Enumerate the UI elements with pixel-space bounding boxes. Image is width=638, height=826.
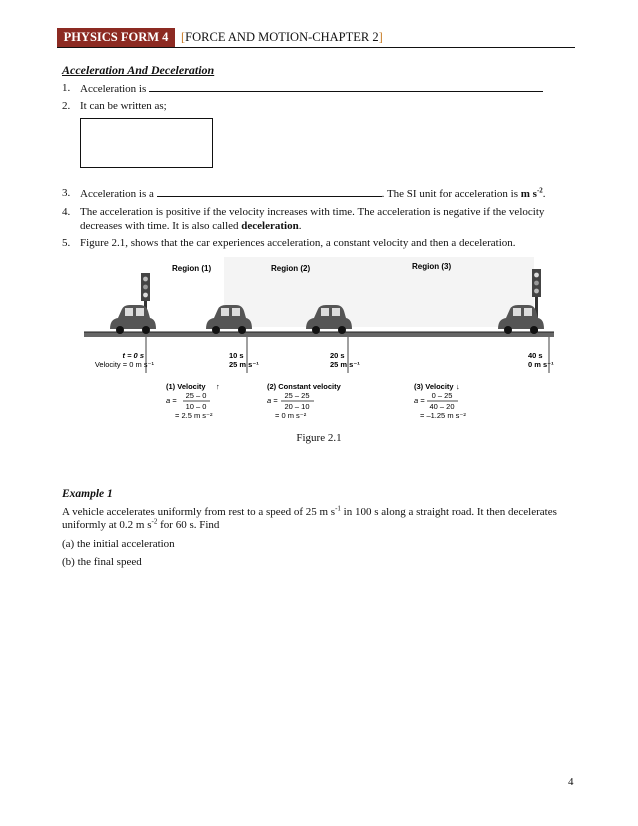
svg-text:0 – 25: 0 – 25 [431,391,453,400]
answer-blank[interactable] [157,186,382,197]
time-label: 10 s [229,351,244,360]
example-title: Example 1 [62,488,113,500]
header-rule [57,47,575,48]
motion-diagram [84,255,554,430]
formula-answer-box[interactable] [80,118,213,168]
velocity-label: 25 m s⁻¹ [330,360,360,369]
svg-text:10 – 0: 10 – 0 [185,402,207,411]
time-label: 40 s [528,351,543,360]
svg-text:a =: a = [166,396,177,405]
page-number: 4 [568,776,574,788]
chapter-title: [FORCE AND MOTION-CHAPTER 2] [181,30,383,44]
svg-text:a =: a = [267,396,278,405]
page-header [57,28,575,48]
example-part-b: (b) the final speed [62,556,142,568]
figure-2-1 [84,255,554,430]
road [84,332,554,337]
svg-text:↓: ↓ [456,382,460,391]
svg-text:20 – 10: 20 – 10 [284,402,310,411]
svg-text:(1) Velocity: (1) Velocity [166,382,206,391]
svg-text:= 0 m s⁻²: = 0 m s⁻² [275,411,307,420]
section-title: Acceleration And Deceleration [62,63,215,77]
time-label: 20 s [330,351,345,360]
svg-text:40 – 20: 40 – 20 [429,402,455,411]
svg-text:25 – 0: 25 – 0 [185,391,207,400]
region-label: Region (3) [412,262,452,271]
answer-blank[interactable] [149,81,543,92]
time-label: t = 0 s [122,351,144,360]
svg-text:a =: a = [414,396,425,405]
region-label: Region (2) [271,264,311,273]
figure-caption: Figure 2.1 [296,432,342,444]
svg-text:25 – 25: 25 – 25 [284,391,310,400]
car-icon [110,305,156,334]
svg-text:= –1.25 m s⁻²: = –1.25 m s⁻² [420,411,466,420]
example-part-a: (a) the initial acceleration [62,538,175,550]
subject-tag: PHYSICS FORM 4 [57,28,175,47]
svg-text:(3) Velocity: (3) Velocity [414,382,454,391]
region-label: Region (1) [172,264,212,273]
example-text-cont: uniformly at 0.2 m $s^{-2}$ for 60 s. Find [62,517,220,531]
calc-region-1 [166,382,220,420]
velocity-label: Velocity = 0 m s⁻¹ [94,360,154,369]
calc-region-2 [267,382,342,420]
svg-text:= 2.5 m s⁻²: = 2.5 m s⁻² [175,411,213,420]
svg-text:↑: ↑ [216,382,220,391]
velocity-label: 0 m s⁻¹ [528,360,554,369]
example-text: A vehicle accelerates uniformly from rest to a speed of 25 m $s^{-1}$ in 100 s along a straight road. It then decelerates [62,504,557,518]
calc-region-3 [414,382,466,420]
velocity-label: 25 m s⁻¹ [229,360,259,369]
svg-text:(2) Constant velocity: (2) Constant velocity [267,382,341,391]
